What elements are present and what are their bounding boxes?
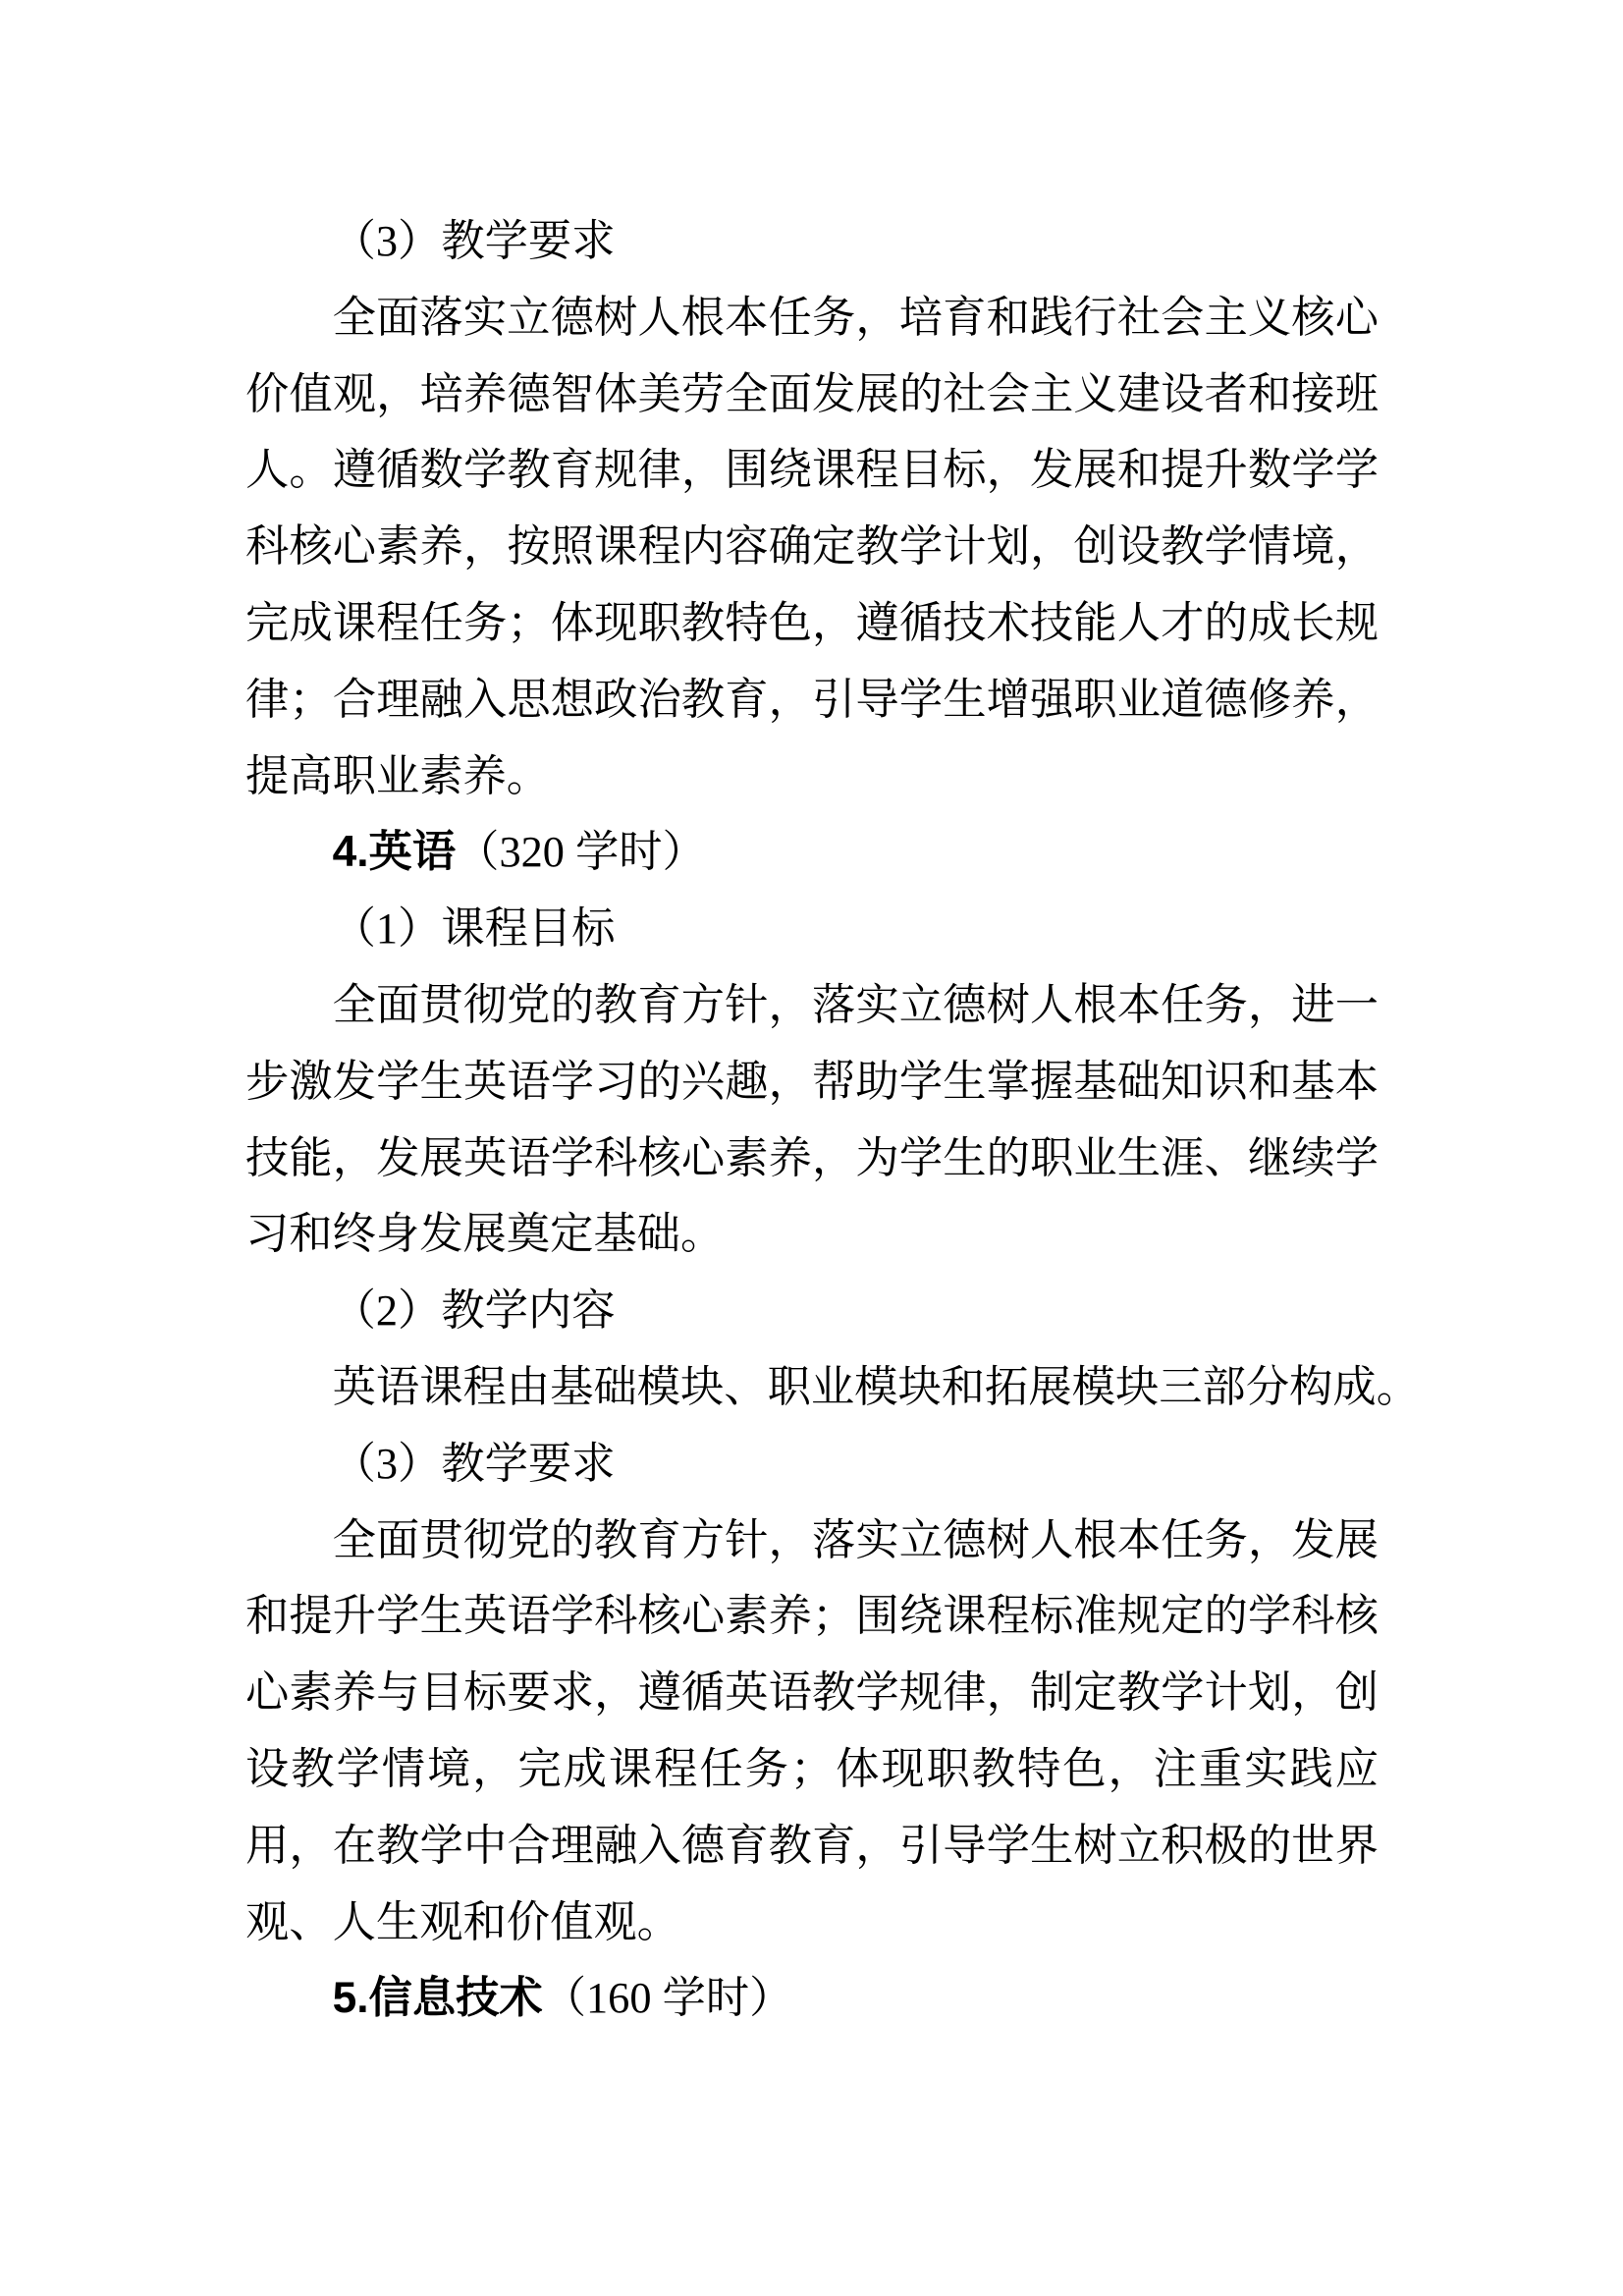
paragraph: 全面贯彻党的教育方针，落实立德树人根本任务，进一步激发学生英语学习的兴趣，帮助学生掌握基础知识和基本技能，发展英语学科核心素养，为学生的职业生涯、继续学习和终身发展奠定基础。 xyxy=(245,980,1379,1259)
numbered-heading xyxy=(245,1960,1379,2037)
subheading: （3）教学要求 xyxy=(332,1439,616,1488)
paragraph: 全面贯彻党的教育方针，落实立德树人根本任务，发展和提升学生英语学科核心素养；围绕课程标准规定的学科核心素养与目标要求，遵循英语教学规律，制定教学计划，创设教学情境，完成课程任务；体现职教特色，注重实践应用，在教学中合理融入德育教育，引导学生树立积极的世界观、人生观和价值观。 xyxy=(245,1515,1379,1946)
paragraph: 英语课程由基础模块、职业模块和拓展模块三部分构成。 xyxy=(332,1362,1421,1411)
subheading: （3）教学要求 xyxy=(332,217,616,265)
course-hours: （320 学时） xyxy=(456,828,706,877)
course-number-title: 4.英语 xyxy=(332,828,457,877)
course-hours: （160 学时） xyxy=(542,1974,793,2023)
document-body xyxy=(245,203,1421,2037)
subheading: （1）课程目标 xyxy=(332,904,616,954)
course-number-title: 5.信息技术 xyxy=(332,1974,543,2023)
paragraph: 全面落实立德树人根本任务，培育和践行社会主义核心价值观，培养德智体美劳全面发展的社会主义建设者和接班人。遵循数学教育规律，围绕课程目标，发展和提升数学学科核心素养，按照课程内容确定教学计划，创设教学情境，完成课程任务；体现职教特色，遵循技术技能人才的成长规律；合理融入思想政治教育，引导学生增强职业道德修养，提高职业素养。 xyxy=(245,293,1379,800)
subheading: （2）教学内容 xyxy=(332,1286,616,1336)
numbered-heading xyxy=(245,814,1379,891)
